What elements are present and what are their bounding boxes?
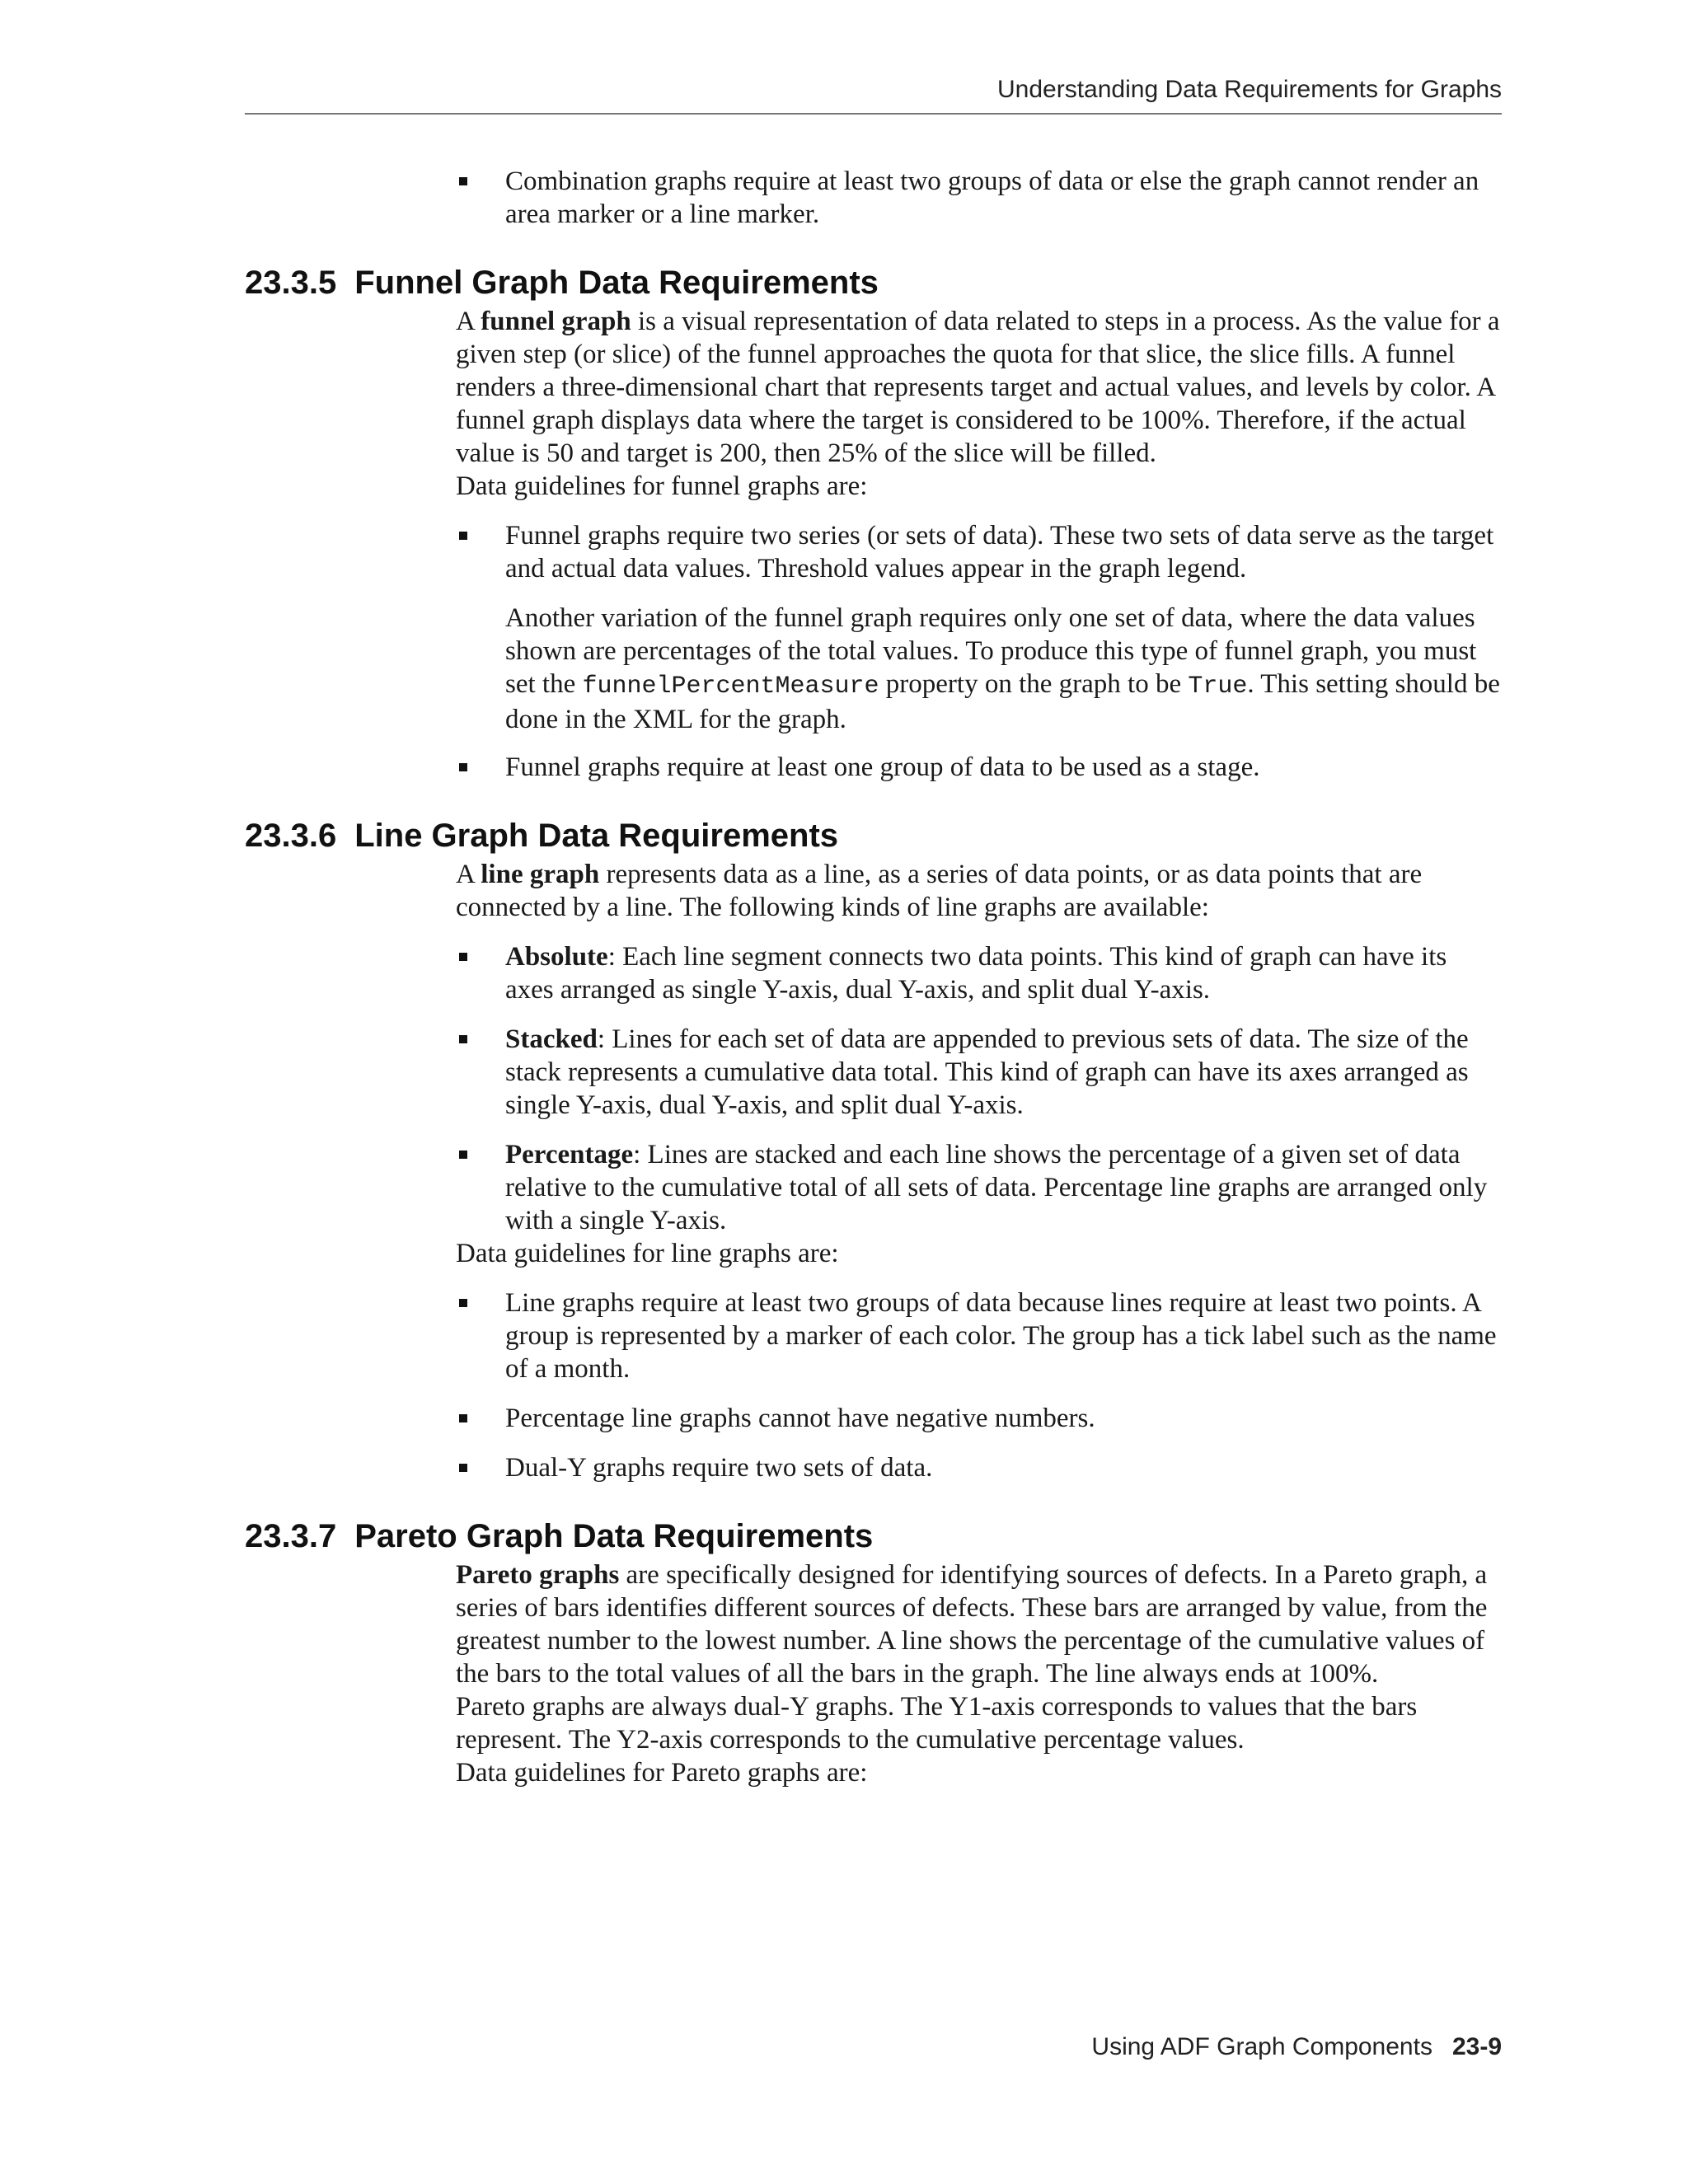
intro-block <box>456 165 1501 231</box>
section-number: 23.3.6 <box>245 818 337 854</box>
header-rule <box>245 113 1502 115</box>
section-title: Line Graph Data Requirements <box>354 818 839 854</box>
bullet-square-icon <box>459 532 467 540</box>
section-number: 23.3.7 <box>245 1518 337 1554</box>
page-footer <box>1091 2033 1502 2061</box>
bullet-square-icon <box>459 1414 467 1422</box>
footer-chapter-title: Using ADF Graph Components <box>1091 2033 1432 2060</box>
pareto-dual-y-paragraph: Pareto graphs are always dual-Y graphs. The Y1-axis corresponds to values that the bars represent. The Y2-axis corresponds to the cumulative percentage values. <box>456 1692 1418 1755</box>
pareto-guidelines-intro: Data guidelines for Pareto graphs are: <box>456 1758 868 1788</box>
line-guidelines-intro: Data guidelines for line graphs are: <box>456 1239 839 1268</box>
term-stacked: Stacked <box>505 1024 598 1054</box>
section-title: Funnel Graph Data Requirements <box>354 265 879 301</box>
term-line-graph: line graph <box>481 860 600 889</box>
funnel-guidelines-intro: Data guidelines for funnel graphs are: <box>456 471 868 501</box>
intro-bullet-list <box>456 165 1501 231</box>
code-true: True <box>1188 673 1248 701</box>
funnel-variation-paragraph: Another variation of the funnel graph requires only one set of data, where the data values shown are percentages of the total values. To produce this type of funnel graph, you must set the funnelPercentMeasure property on the graph to be True. This setting should be done in the XML for the graph. <box>505 603 1500 734</box>
running-header: Understanding Data Requirements for Graphs <box>997 76 1502 103</box>
pareto-intro-paragraph: Pareto graphs are specifically designed for identifying sources of defects. In a Pareto graph, a series of bars identifies different sources of defects. These bars are arranged by value, from the greatest number to the lowest number. A line shows the percentage of the cumulative values of the bars to the total values of all the bars in the graph. The line always ends at 100%. <box>456 1560 1488 1689</box>
list-item: Percentage line graphs cannot have negative numbers. <box>456 1402 1501 1435</box>
list-item: Percentage: Lines are stacked and each line shows the percentage of a given set of data relative to the cumulative total of all sets of data. Percentage line graphs are arranged only with a single Y-axis. <box>456 1138 1501 1237</box>
section-number: 23.3.5 <box>245 265 337 301</box>
page-content <box>0 165 1688 1789</box>
list-item: Dual-Y graphs require two sets of data. <box>456 1451 1501 1484</box>
funnel-guidelines-list <box>456 519 1501 784</box>
list-item: Combination graphs require at least two groups of data or else the graph cannot render an area marker or a line marker. <box>456 165 1501 231</box>
bullet-square-icon <box>459 1299 467 1307</box>
bullet-square-icon <box>459 1464 467 1472</box>
line-kinds-list <box>456 940 1501 1237</box>
code-funnelPercentMeasure: funnelPercentMeasure <box>582 673 879 701</box>
term-pareto-graphs: Pareto graphs <box>456 1560 620 1590</box>
section-title: Pareto Graph Data Requirements <box>354 1518 874 1554</box>
term-funnel-graph: funnel graph <box>481 307 631 336</box>
line-section-body <box>456 858 1501 1484</box>
bullet-square-icon <box>459 763 467 771</box>
section-heading-line <box>0 813 1688 858</box>
section-heading-pareto <box>0 1514 1688 1558</box>
bullet-square-icon <box>459 177 467 185</box>
list-item: Absolute: Each line segment connects two data points. This kind of graph can have its axes arranged as single Y-axis, dual Y-axis, and split dual Y-axis. <box>456 940 1501 1006</box>
bullet-square-icon <box>459 953 467 961</box>
list-item: Funnel graphs require two series (or sets of data). These two sets of data serve as the target and actual data values. Threshold values appear in the graph legend. Another variation of the funnel graph requires only one set of data, where the data values shown are percentages of the total values. To produce this type of funnel graph, you must set the funnelPercentMeasure property on the graph to be True. This setting should be done in the XML for the graph. <box>456 519 1501 736</box>
line-intro-paragraph: A line graph represents data as a line, as a series of data points, or as data points that are connected by a line. The following kinds of line graphs are available: <box>456 860 1423 922</box>
line-guidelines-list <box>456 1286 1501 1484</box>
bullet-square-icon <box>459 1035 467 1043</box>
bullet-square-icon <box>459 1151 467 1159</box>
section-heading-funnel <box>0 260 1688 305</box>
list-item: Funnel graphs require at least one group of data to be used as a stage. <box>456 751 1501 784</box>
list-item: Line graphs require at least two groups of data because lines require at least two points. A group is represented by a marker of each color. The group has a tick label such as the name of a month. <box>456 1286 1501 1385</box>
pareto-section-body <box>456 1558 1501 1789</box>
page-number: 23-9 <box>1451 2033 1502 2060</box>
funnel-intro-paragraph: A funnel graph is a visual representation of data related to steps in a process. As the value for a given step (or slice) of the funnel approaches the quota for that slice, the slice fills. A funnel renders a three-dimensional chart that represents target and actual values, and levels by color. A funnel graph displays data where the target is considered to be 100%. Therefore, if the actual value is 50 and target is 200, then 25% of the slice will be filled. <box>456 307 1500 468</box>
term-absolute: Absolute <box>505 942 608 972</box>
funnel-section-body <box>456 305 1501 784</box>
list-item: Stacked: Lines for each set of data are appended to previous sets of data. The size of the stack represents a cumulative data total. This kind of graph can have its axes arranged as single Y-axis, dual Y-axis, and split dual Y-axis. <box>456 1023 1501 1122</box>
term-percentage: Percentage <box>505 1140 634 1169</box>
